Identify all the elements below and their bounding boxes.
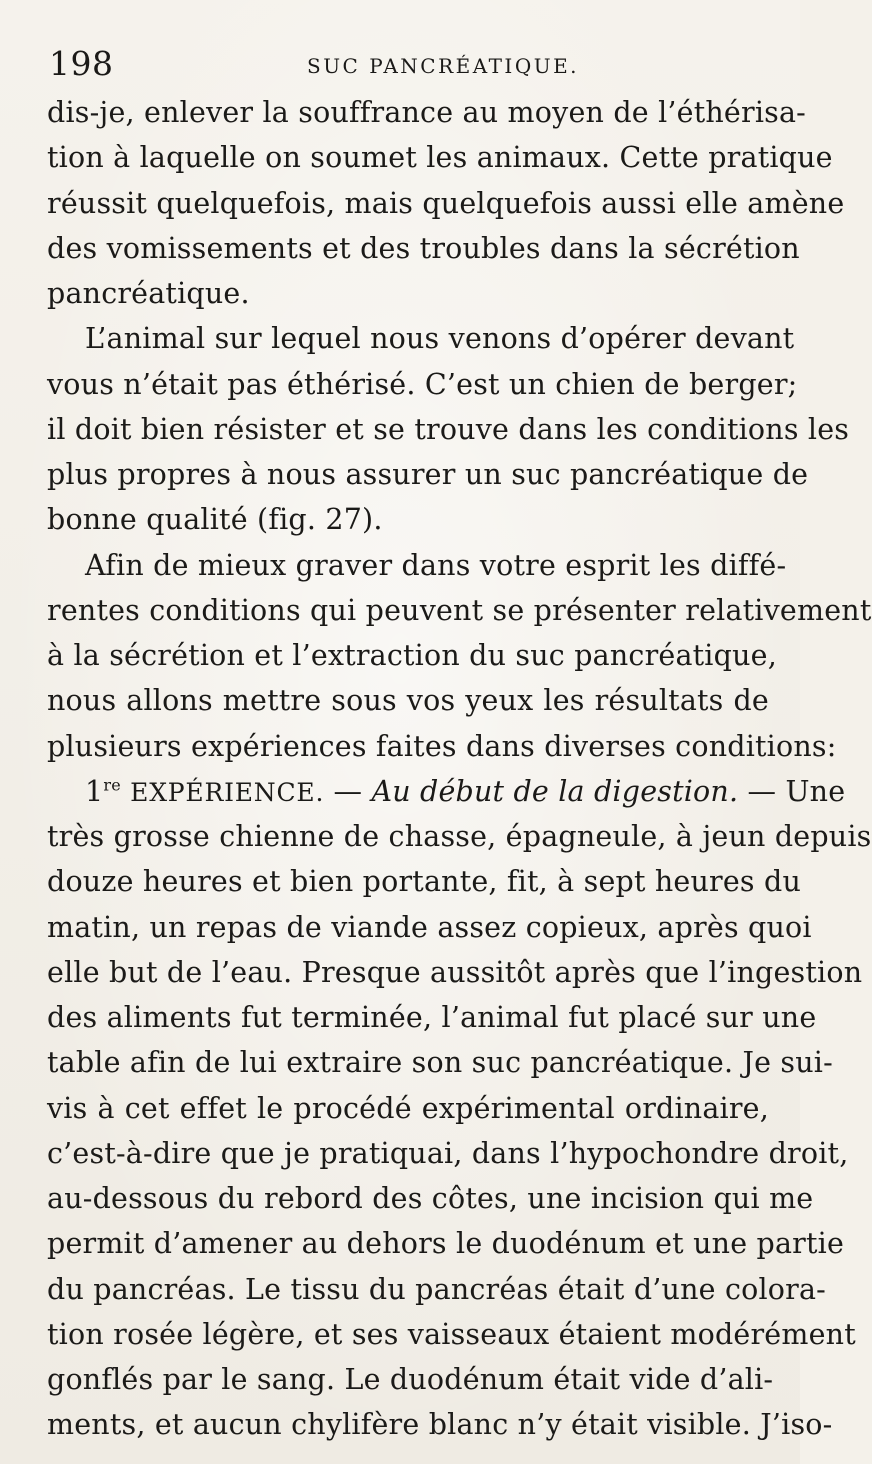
text-line: tion à laquelle on soumet les animaux. Cette pratique xyxy=(47,141,833,175)
text-line: plus propres à nous assurer un suc pancréatique de xyxy=(47,458,809,491)
text-line: pancréatique. xyxy=(47,277,250,310)
text-line: du pancréas. Le tissu du pancréas était d’une colora- xyxy=(47,1272,827,1306)
text-line: rentes conditions qui peuvent se présenter relativement xyxy=(47,593,872,627)
text-line: Afin de mieux graver dans votre esprit les diffé- xyxy=(85,548,787,582)
text-line: au-dessous du rebord des côtes, une incision qui me xyxy=(47,1182,814,1215)
experience-dash-continuation: — Une xyxy=(738,774,846,808)
text-line: il doit bien résister et se trouve dans les conditions les xyxy=(47,412,850,446)
experience-ordinal: re xyxy=(103,775,121,795)
text-line: plusieurs expériences faites dans diverses conditions: xyxy=(47,729,837,763)
text-line: elle but de l’eau. Presque aussitôt après que l’ingestion xyxy=(47,955,863,989)
text-line: gonflés par le sang. Le duodénum était vide d’ali- xyxy=(47,1363,774,1396)
text-line: ments, et aucun chylifère blanc n’y était visible. J’iso- xyxy=(47,1408,833,1442)
text-line: réussit quelquefois, mais quelquefois aussi elle amène xyxy=(47,186,845,220)
text-line: tion rosée légère, et ses vaisseaux étaient modérément xyxy=(47,1317,856,1351)
text-line: permit d’amener au dehors le duodénum et une partie xyxy=(47,1227,845,1261)
running-head xyxy=(47,44,769,90)
text-line: douze heures et bien portante, fit, à sept heures du xyxy=(47,865,802,899)
text-line: à la sécrétion et l’extraction du suc pancréatique, xyxy=(47,639,777,672)
text-line: vis à cet effet le procédé expérimental ordinaire, xyxy=(47,1091,769,1125)
experience-dash: — xyxy=(324,774,372,808)
experience-title: Au début de la digestion. xyxy=(371,774,739,808)
experience-number: 1 xyxy=(85,774,104,808)
page-content xyxy=(47,44,872,1448)
text-line: très grosse chienne de chasse, épagneule, à jeun depuis xyxy=(47,820,872,853)
text-line: des aliments fut terminée, l’animal fut placé sur une xyxy=(47,1001,817,1034)
experience-label: EXPÉRIENCE. xyxy=(130,777,325,807)
page-number: 198 xyxy=(49,44,114,83)
text-line: matin, un repas de viande assez copieux, après quoi xyxy=(47,910,812,944)
text-line: table afin de lui extraire son suc pancréatique. Je sui- xyxy=(47,1046,833,1080)
text-line: dis-je, enlever la souffrance au moyen de l’éthérisa- xyxy=(47,96,806,129)
running-title: SUC PANCRÉATIQUE. xyxy=(307,54,580,78)
text-line: vous n’était pas éthérisé. C’est un chien de berger; xyxy=(47,367,798,401)
experience-heading-line xyxy=(47,769,846,814)
text-line: des vomissements et des troubles dans la sécrétion xyxy=(47,231,800,265)
text-line: nous allons mettre sous vos yeux les résultats de xyxy=(47,684,769,718)
text-line: bonne qualité (fig. 27). xyxy=(47,503,383,537)
text-line: L’animal sur lequel nous venons d’opérer devant xyxy=(85,322,795,356)
text-line: c’est-à-dire que je pratiquai, dans l’hypochondre droit, xyxy=(47,1136,849,1170)
